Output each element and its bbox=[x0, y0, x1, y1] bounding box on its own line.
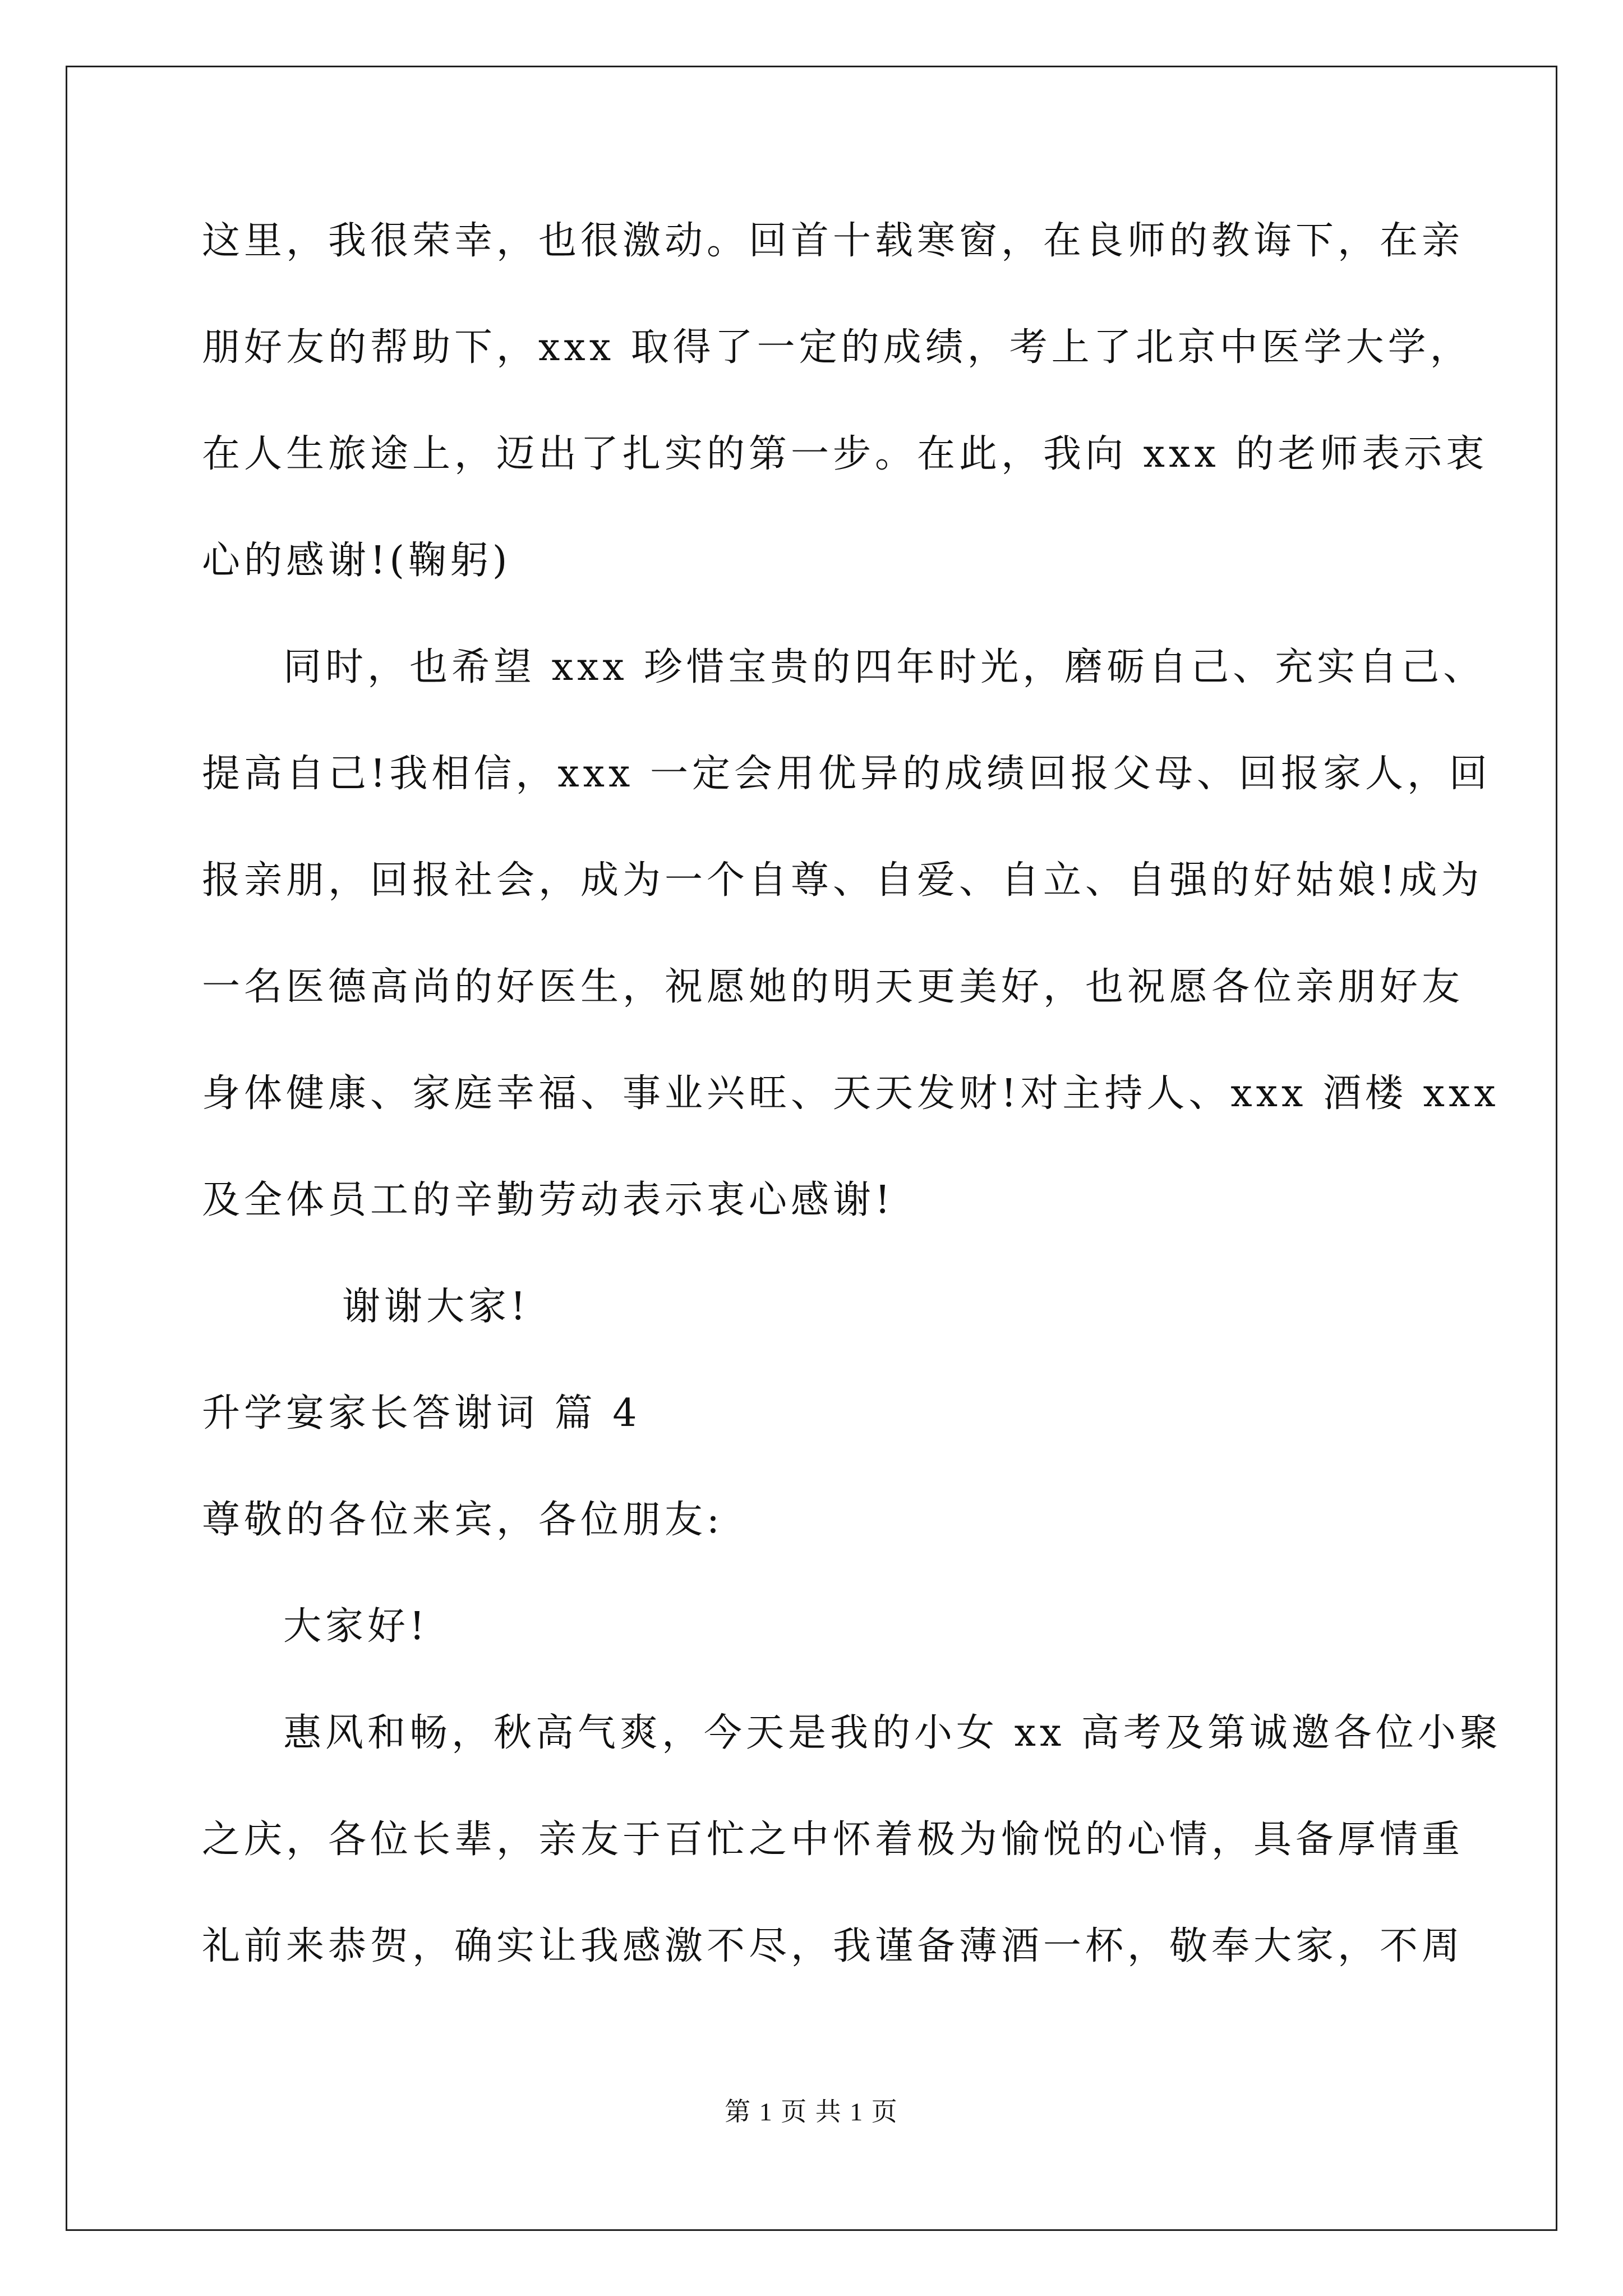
greeting: 大家好! bbox=[283, 1604, 429, 1649]
section-heading: 升学宴家长答谢词 篇 4 bbox=[202, 1391, 641, 1435]
text-line: 心的感谢!(鞠躬) bbox=[202, 539, 511, 583]
text-line: 身体健康、家庭幸福、事业兴旺、天天发财!对主持人、xxx 酒楼 xxx bbox=[202, 1071, 1500, 1116]
text-line: 礼前来恭贺，确实让我感激不尽，我谨备薄酒一杯，敬奉大家，不周 bbox=[202, 1924, 1464, 1968]
closing-line: 谢谢大家! bbox=[342, 1285, 530, 1329]
text-line: 同时，也希望 xxx 珍惜宝贵的四年时光，磨砺自己、充实自己、 bbox=[283, 645, 1486, 689]
page-border bbox=[66, 66, 1557, 2231]
text-line: 朋好友的帮助下，xxx 取得了一定的成绩，考上了北京中医学大学， bbox=[202, 325, 1472, 370]
salutation: 尊敬的各位来宾，各位朋友: bbox=[202, 1498, 723, 1542]
text-line: 在人生旅途上，迈出了扎实的第一步。在此，我向 xxx 的老师表示衷 bbox=[202, 432, 1488, 476]
text-line: 报亲朋，回报社会，成为一个自尊、自爱、自立、自强的好姑娘!成为 bbox=[202, 858, 1483, 903]
text-line: 一名医德高尚的好医生，祝愿她的明天更美好，也祝愿各位亲朋好友 bbox=[202, 965, 1464, 1009]
text-line: 提高自己!我相信，xxx 一定会用优异的成绩回报父母、回报家人，回 bbox=[202, 752, 1491, 796]
text-line: 之庆，各位长辈，亲友于百忙之中怀着极为愉悦的心情，具备厚情重 bbox=[202, 1818, 1464, 1862]
text-line: 及全体员工的辛勤劳动表示衷心感谢! bbox=[202, 1178, 895, 1222]
text-line: 这里，我很荣幸，也很激动。回首十载寒窗，在良师的教诲下，在亲 bbox=[202, 219, 1464, 263]
page-number: 第 1 页 共 1 页 bbox=[725, 2097, 898, 2126]
text-line: 惠风和畅，秋高气爽，今天是我的小女 xx 高考及第诚邀各位小聚 bbox=[283, 1711, 1502, 1755]
